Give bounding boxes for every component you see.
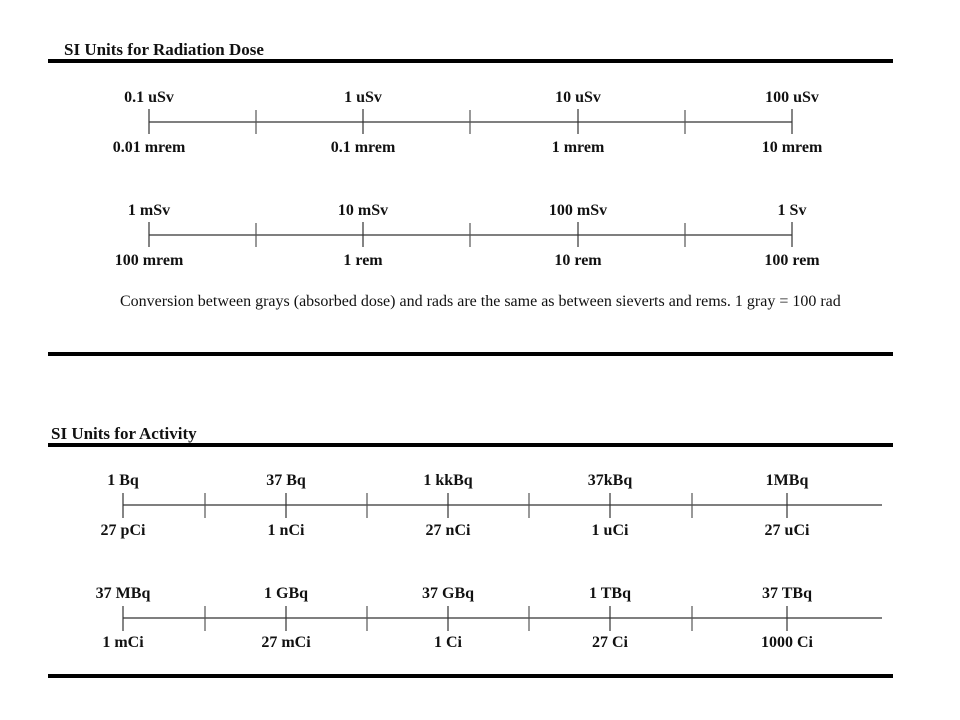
dose-scale-1-bottom-label-1: 0.01 mrem	[112, 139, 186, 156]
activity-scale-2-top-label-5: 37 TBq	[762, 585, 812, 602]
activity-scale-2-bottom-label-1: 1 mCi	[102, 634, 144, 651]
activity-scale-1-top-label-3: 1 kkBq	[423, 472, 473, 489]
activity-scale-2-bottom-label-3: 1 Ci	[434, 634, 462, 651]
dose-scale-1-top-label-2: 1 uSv	[344, 89, 382, 106]
dose-section-title: SI Units for Radiation Dose	[64, 40, 264, 59]
activity-scale-2-top-label-2: 1 GBq	[263, 585, 309, 602]
dose-scale-1-bottom-label-3: 1 mrem	[551, 139, 605, 156]
dose-scale-2-bottom-label-2: 1 rem	[343, 252, 383, 269]
activity-scale-1-bottom-label-4: 1 uCi	[591, 522, 629, 539]
dose-scale-1-bottom-label-2: 0.1 mrem	[330, 139, 396, 156]
gray-rad-conversion-note: Conversion between grays (absorbed dose) and rads are the same as between sieverts and rems. 1 gray = 100 rad	[120, 293, 841, 310]
activity-section-title: SI Units for Activity	[51, 424, 197, 443]
activity-scale-1-top-label-1: 1 Bq	[107, 472, 139, 489]
activity-scale-2-top-label-3: 37 GBq	[421, 585, 475, 602]
dose-scale-2-bottom-label-3: 10 rem	[554, 252, 602, 269]
activity-section-bottom-rule	[48, 674, 893, 678]
activity-scale-1-bottom-label-5: 27 uCi	[764, 522, 810, 539]
dose-scale-2-bottom-label-4: 100 rem	[764, 252, 820, 269]
activity-scale-2-bottom-label-4: 27 Ci	[592, 634, 628, 651]
dose-scale-2-top-label-4: 1 Sv	[777, 202, 807, 219]
dose-scale-2-top-label-1: 1 mSv	[127, 202, 171, 219]
dose-scale-1-top-label-1: 0.1 uSv	[124, 89, 174, 106]
activity-scale-1-top-label-2: 37 Bq	[266, 472, 306, 489]
dose-scale-1-top-label-3: 10 uSv	[555, 89, 601, 106]
dose-scale-1-top-label-4: 100 uSv	[765, 89, 819, 106]
dose-scale-1-bottom-label-4: 10 mrem	[761, 139, 823, 156]
activity-scale-2-bottom-label-5: 1000 Ci	[761, 634, 813, 651]
activity-scale-1-bottom-label-3: 27 nCi	[425, 522, 471, 539]
activity-scale-2-bottom-label-2: 27 mCi	[261, 634, 311, 651]
dose-scale-2-bottom-label-1: 100 mrem	[114, 252, 184, 269]
activity-scale-1-top-label-5: 1MBq	[765, 472, 809, 489]
activity-scale-2-top-label-1: 37 MBq	[95, 585, 151, 602]
activity-scale-1-bottom-label-1: 27 pCi	[100, 522, 146, 539]
activity-scale-1-bottom-label-2: 1 nCi	[267, 522, 305, 539]
activity-scale-1-top-label-4: 37kBq	[587, 472, 633, 489]
activity-scale-2-top-label-4: 1 TBq	[589, 585, 631, 602]
dose-scale-2-top-label-2: 10 mSv	[337, 202, 389, 219]
dose-scale-2-top-label-3: 100 mSv	[548, 202, 608, 219]
